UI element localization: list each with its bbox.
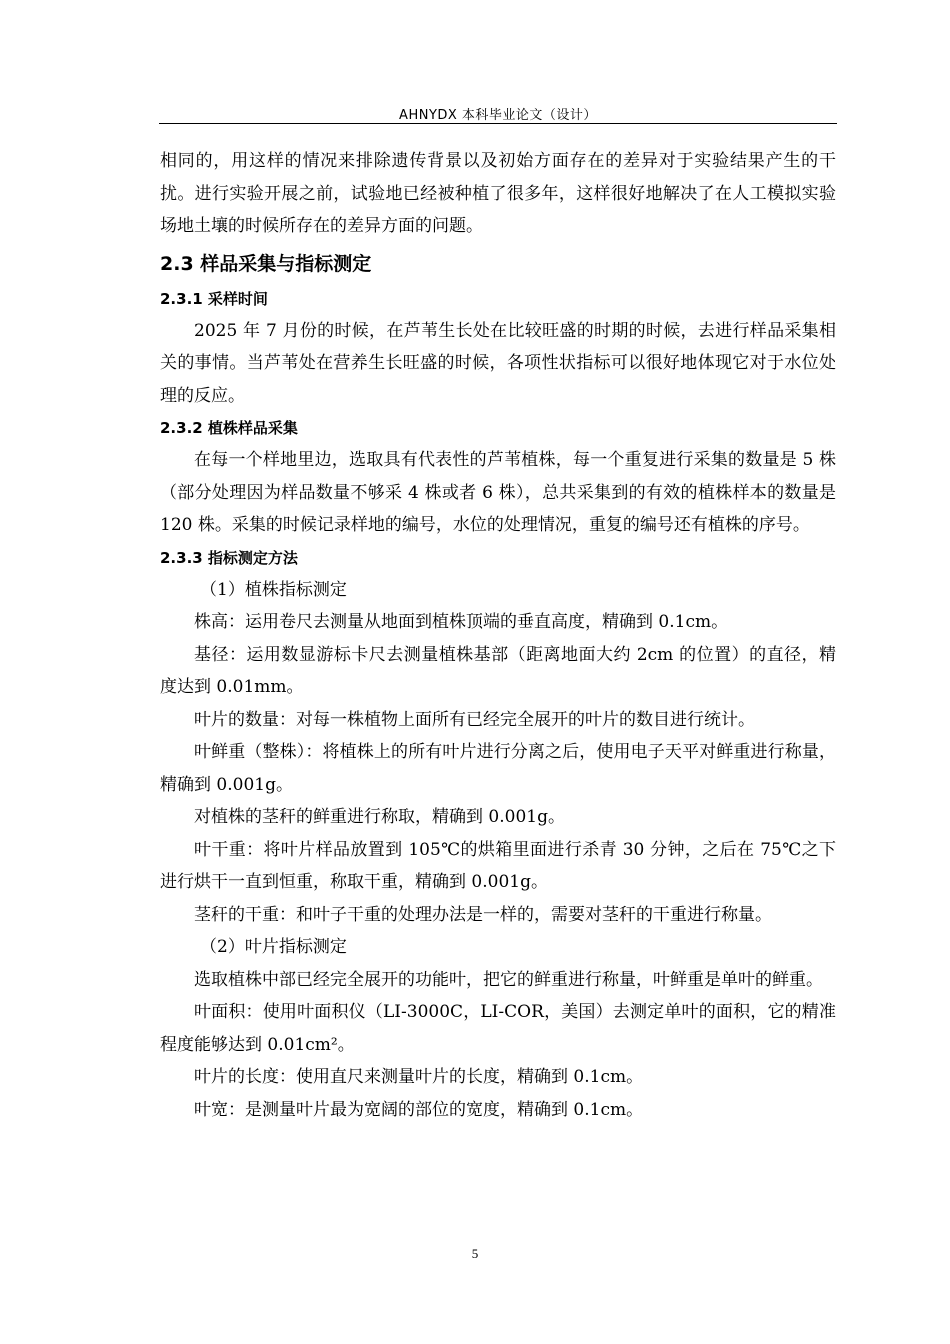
leaf-dry-weight-item: 叶干重：将叶片样品放置到 105℃的烘箱里面进行杀青 30 分钟，之后在 75℃之下进行烘干一直到恒重，称取干重，精确到 0.001g。 — [160, 839, 836, 892]
leaf-width-item: 叶宽：是测量叶片最为宽阔的部位的宽度，精确到 0.1cm。 — [194, 1099, 644, 1120]
section-2-3-1-heading: 2.3.1 采样时间 — [160, 289, 268, 308]
plant-height-item: 株高：运用卷尺去测量从地面到植株顶端的垂直高度，精确到 0.1cm。 — [194, 612, 729, 632]
plant-indicators-subheading: （1）植株指标测定 — [200, 579, 347, 600]
leaf-area-item: 叶面积：使用叶面积仪（LI-3000C，LI-COR，美国）去测定单叶的面积，它的精准程度能够达到 0.01cm²。 — [160, 1002, 836, 1055]
leaf-length-item: 叶片的长度：使用直尺来测量叶片的长度，精确到 0.1cm。 — [194, 1067, 644, 1087]
leaf-count-item: 叶片的数量：对每一株植物上面所有已经完全展开的叶片的数目进行统计。 — [194, 709, 755, 730]
leaf-fresh-weight-whole-item: 叶鲜重（整株）：将植株上的所有叶片进行分离之后，使用电子天平对鲜重进行称量，精确到 0.001g。 — [160, 742, 836, 795]
section-2-3-3-heading: 2.3.3 指标测定方法 — [160, 548, 298, 567]
stem-dry-weight-item: 茎秆的干重：和叶子干重的处理办法是一样的，需要对茎秆的干重进行称量。 — [194, 904, 772, 925]
body-text — [160, 145, 836, 1126]
section-2-3-2-heading: 2.3.2 植株样品采集 — [160, 419, 298, 437]
running-header: AHNYDX 本科毕业论文（设计） — [399, 108, 597, 123]
intro-paragraph: 相同的，用这样的情况来排除遗传背景以及初始方面存在的差异对于实验结果产生的干扰。进行实验开展之前，试验地已经被种植了很多年，这样很好地解决了在人工模拟实验场地土壤的时候所存在的差异方面的问题。 — [160, 151, 836, 236]
leaf-fresh-weight-single-item: 选取植株中部已经完全展开的功能叶，把它的鲜重进行称量，叶鲜重是单叶的鲜重。 — [194, 969, 823, 990]
base-diameter-item: 基径：运用数显游标卡尺去测量植株基部（距离地面大约 2cm 的位置）的直径，精度达到 0.01mm。 — [160, 644, 836, 697]
section-2-3-1-paragraph: 2025 年 7 月份的时候，在芦苇生长处在比较旺盛的时期的时候，去进行样品采集相关的事情。当芦苇处在营养生长旺盛的时候，各项性状指标可以很好地体现它对于水位处理的反应。 — [160, 320, 836, 406]
header-rule — [159, 123, 837, 124]
section-2-3-heading: 2.3 样品采集与指标测定 — [160, 252, 372, 275]
stem-fresh-weight-item: 对植株的茎秆的鲜重进行称取，精确到 0.001g。 — [194, 807, 565, 827]
leaf-indicators-subheading: （2）叶片指标测定 — [200, 937, 347, 957]
section-2-3-2-paragraph: 在每一个样地里边，选取具有代表性的芦苇植株，每一个重复进行采集的数量是 5 株（部分处理因为样品数量不够采 4 株或者 6 株），总共采集到的有效的植株样本的数量是 120 株。采集的时候记录样地的编号，水位的处理情况，重复的编号还有植株的序号。 — [160, 450, 836, 535]
page-number: 5 — [471, 1246, 479, 1261]
